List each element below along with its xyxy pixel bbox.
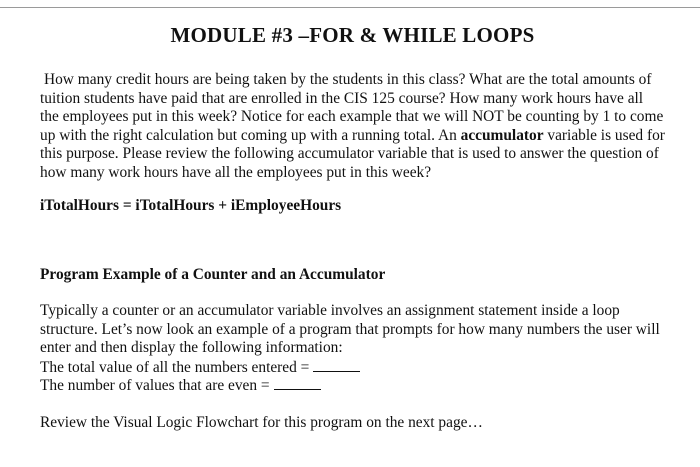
- top-divider: [0, 7, 700, 8]
- review-note: Review the Visual Logic Flowchart for this program on the next page…: [40, 414, 483, 431]
- intro-paragraph: [40, 71, 665, 182]
- typical-paragraph: Typically a counter or an accumulator variable involves an assignment statement inside a loop structure. Let’s now look an example of a program that prompts for how many numbers the user will enter and then display the following information:: [40, 302, 660, 356]
- accumulator-term: accumulator: [460, 126, 544, 144]
- intro-text-part2: variable is used for this purpose. Please review the following accumulator variable that is used to answer the question of how many work hours have all the employees put in this week?: [40, 126, 665, 181]
- even-count-blank: [274, 388, 321, 390]
- intro-text-part1: How many credit hours are being taken by the students in this class? What are the total amounts of tuition students have paid that are enrolled in the CIS 125 course? How many work hours have all the employees put in this week? Notice for each example that we will NOT be counting by 1 to come up with the right calculation but coming up with a running total. An: [40, 71, 664, 144]
- total-value-line: [40, 359, 360, 377]
- even-count-label: The number of values that are even =: [40, 377, 270, 394]
- total-value-blank: [313, 370, 360, 372]
- section-heading: Program Example of a Counter and an Accumulator: [40, 266, 386, 283]
- total-value-label: The total value of all the numbers entered =: [40, 359, 310, 376]
- even-count-line: [40, 377, 321, 395]
- page-title: MODULE #3 –FOR & WHILE LOOPS: [170, 23, 535, 47]
- accumulator-formula: iTotalHours = iTotalHours + iEmployeeHours: [40, 197, 342, 214]
